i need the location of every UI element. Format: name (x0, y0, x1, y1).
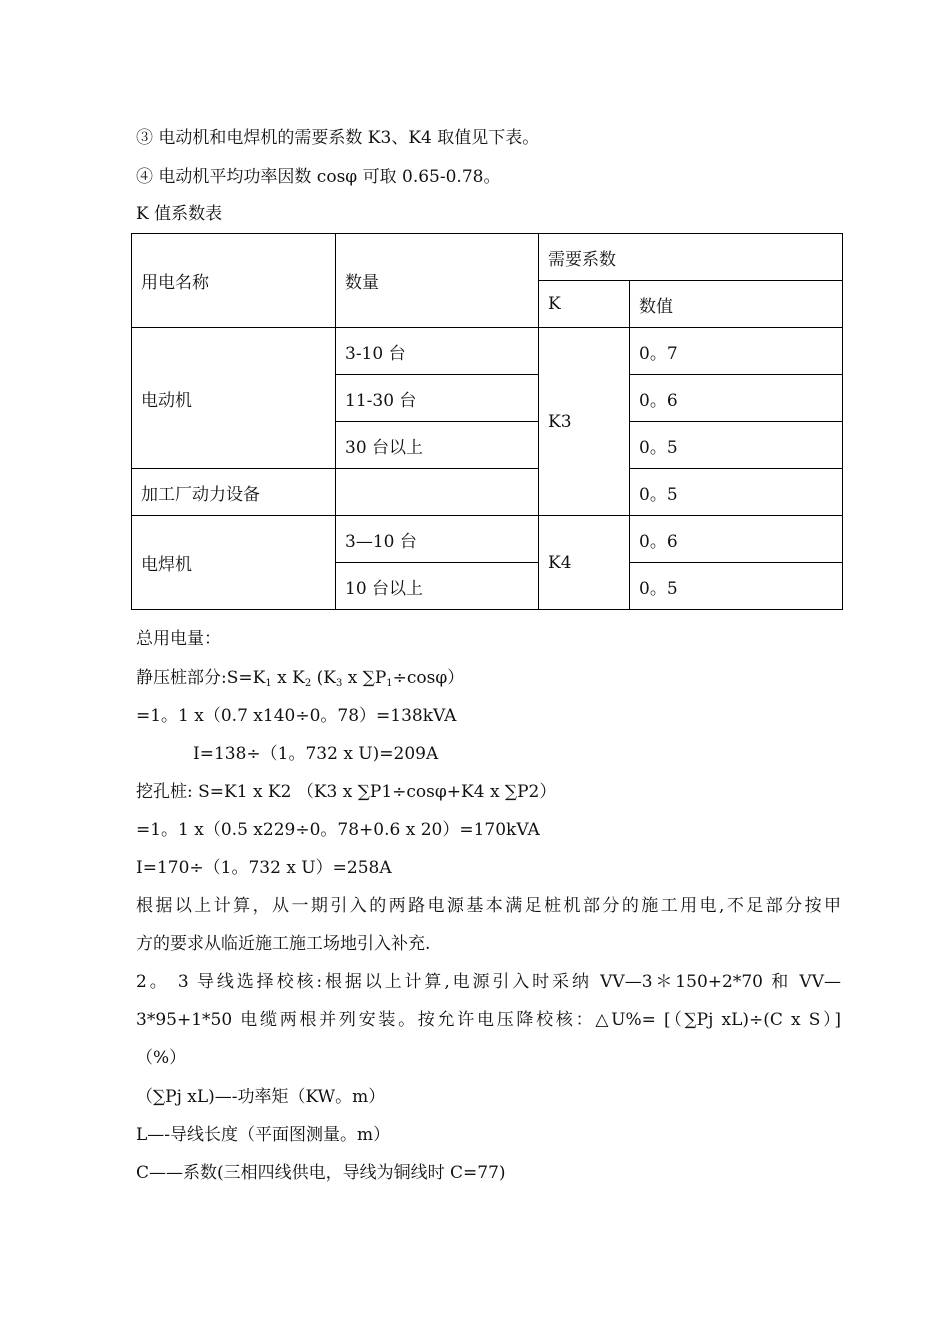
header-name: 用电名称 (132, 234, 336, 328)
section-2-3-line-2: 3*95+1*50 电缆两根并列安装。按允许电压降校核：△U%= [（∑Pj xL)÷(C x S）] (136, 1010, 841, 1030)
static-pile-formula (136, 667, 464, 689)
qty-cell (336, 469, 539, 516)
table-row (132, 469, 843, 516)
table-row (132, 234, 843, 281)
item-3-line: ③ 电动机和电焊机的需要系数 K3、K4 取值见下表。 (136, 128, 540, 148)
item-4-line: ④ 电动机平均功率因数 cosφ 可取 0.65-0.78。 (136, 167, 501, 187)
qty-cell: 3—10 台 (336, 516, 539, 563)
subscript: 1 (265, 678, 272, 689)
formula-part: x ∑P (342, 668, 387, 688)
formula-part: ÷cosφ） (392, 668, 465, 688)
qty-cell: 3-10 台 (336, 328, 539, 375)
welder-name-cell: 电焊机 (132, 516, 336, 610)
k3-cell: K3 (539, 328, 630, 516)
qty-cell: 11-30 台 (336, 375, 539, 422)
static-pile-calc: =1。1 x（0.7 x140÷0。78）=138kVA (136, 706, 457, 726)
conclusion-line-2: 方的要求从临近施工施工场地引入补充. (136, 934, 431, 954)
motor-name-cell: 电动机 (132, 328, 336, 469)
dig-pile-calc: =1。1 x（0.5 x229÷0。78+0.6 x 20）=170kVA (136, 820, 540, 840)
qty-cell: 30 台以上 (336, 422, 539, 469)
formula-part: x K (271, 668, 305, 688)
value-cell: 0。6 (630, 375, 843, 422)
header-need-coef: 需要系数 (539, 234, 843, 281)
section-2-3-line-3: （%） (136, 1048, 187, 1068)
subscript: 3 (335, 678, 343, 689)
dig-pile-current: I=170÷（1。732 x U）=258A (136, 858, 392, 878)
qty-cell: 10 台以上 (336, 563, 539, 610)
wire-length-definition: L—-导线长度（平面图测量。m） (136, 1125, 391, 1145)
static-pile-current: I=138÷（1。732 x U)=209A (193, 744, 439, 764)
header-k: K (539, 281, 630, 328)
subscript: 1 (386, 678, 393, 689)
table-caption: K 值系数表 (136, 204, 223, 224)
plant-name-cell: 加工厂动力设备 (132, 469, 336, 516)
dig-pile-formula: 挖孔桩: S=K1 x K2 （K3 x ∑P1÷cosφ+K4 x ∑P2） (136, 782, 557, 802)
table-row (132, 516, 843, 563)
k4-cell: K4 (539, 516, 630, 610)
subscript: 2 (304, 678, 312, 689)
header-qty: 数量 (336, 234, 539, 328)
total-power-heading: 总用电量： (136, 629, 221, 649)
value-cell: 0。5 (630, 563, 843, 610)
header-value: 数值 (630, 281, 843, 328)
value-cell: 0。5 (630, 469, 843, 516)
section-2-3-line-1: 2。 3 导线选择校核:根据以上计算,电源引入时采纳 VV—3＊150+2*70 和 VV— (136, 972, 841, 992)
table-row (132, 328, 843, 375)
k-value-table (131, 233, 843, 610)
value-cell: 0。6 (630, 516, 843, 563)
power-moment-definition: （∑Pj xL)—-功率矩（KW。m） (136, 1087, 386, 1107)
formula-part: (K (311, 668, 336, 688)
value-cell: 0。5 (630, 422, 843, 469)
formula-part: 静压桩部分:S=K (136, 668, 266, 688)
conclusion-line-1: 根据以上计算，从一期引入的两路电源基本满足桩机部分的施工用电,不足部分按甲 (136, 896, 841, 916)
coefficient-c-definition: C——系数(三相四线供电，导线为铜线时 C=77) (136, 1163, 506, 1183)
value-cell: 0。7 (630, 328, 843, 375)
